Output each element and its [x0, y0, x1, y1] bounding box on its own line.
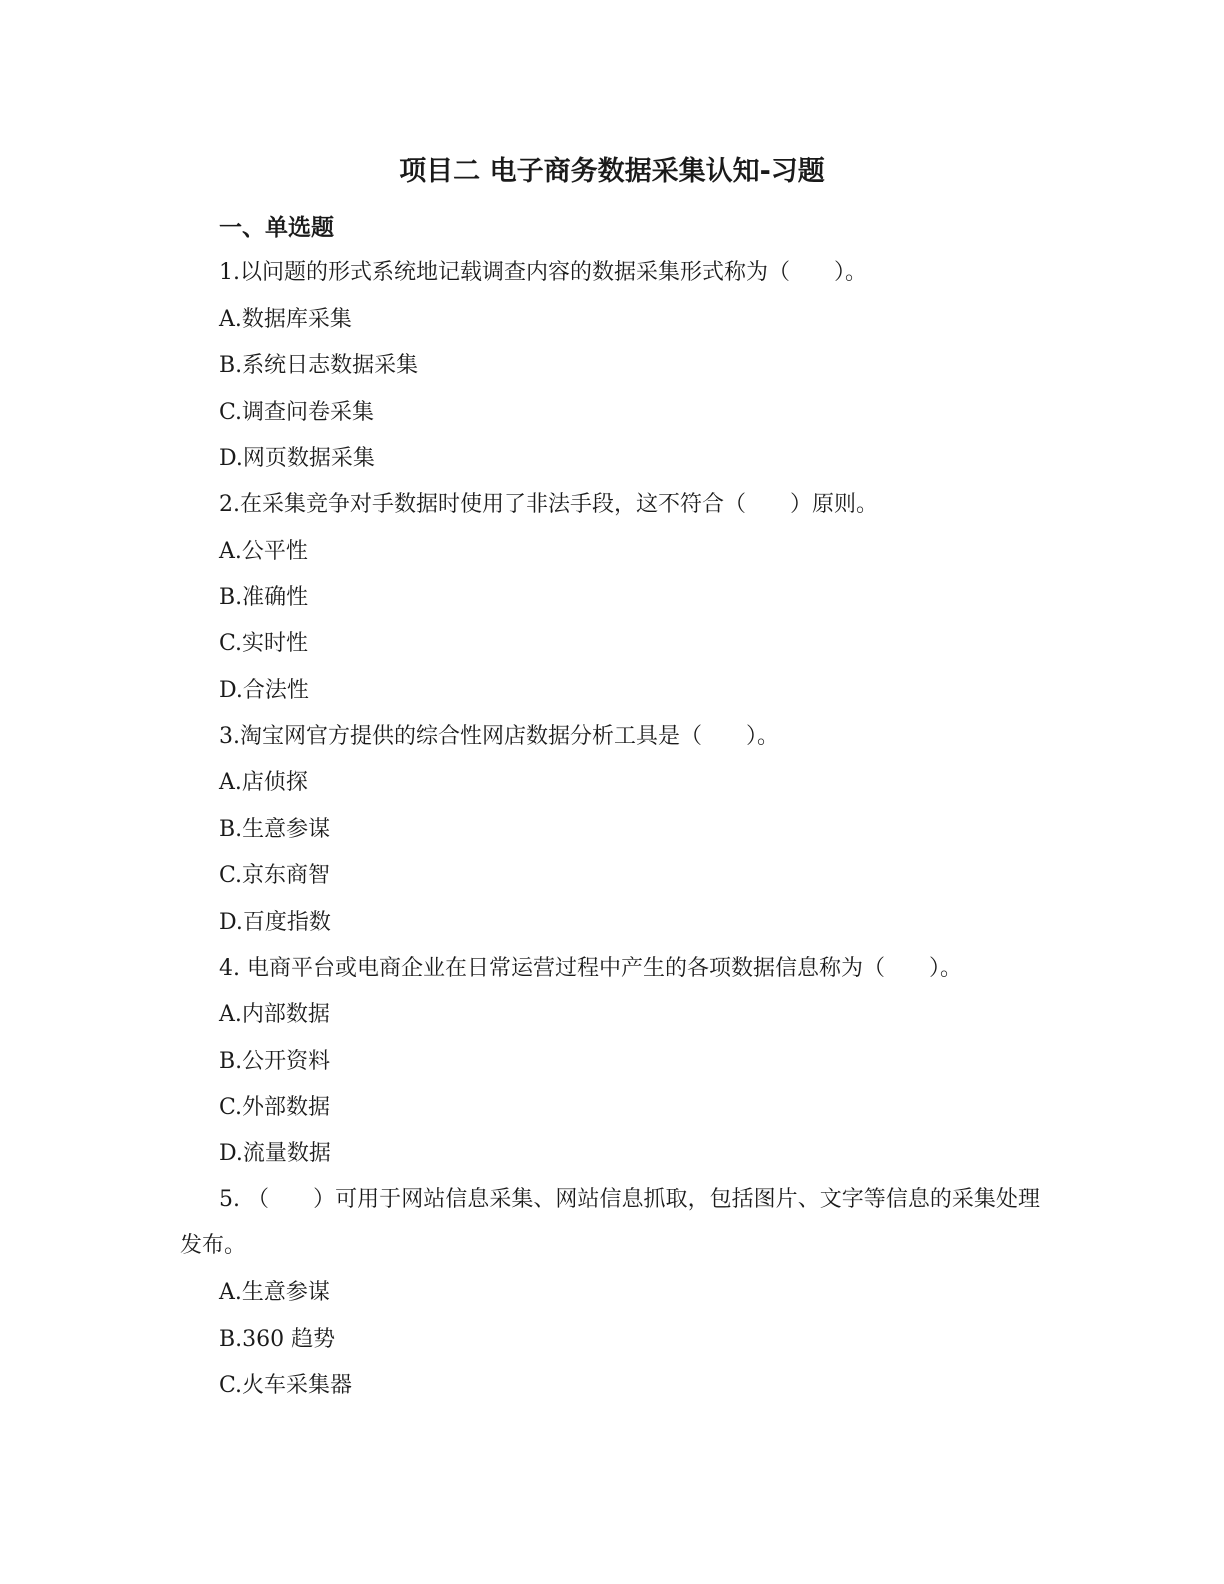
- question-2-option-c: C.实时性: [219, 631, 309, 656]
- section-heading: 一、单选题: [219, 215, 334, 241]
- question-2-option-b: B.准确性: [219, 585, 309, 610]
- question-2-option-a: A.公平性: [219, 539, 308, 564]
- question-1-option-d: D.网页数据采集: [219, 446, 375, 471]
- question-4-stem: 4. 电商平台或电商企业在日常运营过程中产生的各项数据信息称为（ ）。: [219, 956, 962, 981]
- question-5-option-a: A.生意参谋: [219, 1280, 330, 1305]
- question-1-option-a: A.数据库采集: [219, 307, 352, 332]
- question-3-option-b: B.生意参谋: [219, 817, 331, 842]
- question-1-option-c: C.调查问卷采集: [219, 400, 375, 425]
- question-1-stem: 1.以问题的形式系统地记载调查内容的数据采集形式称为（ ）。: [219, 260, 867, 285]
- question-5-option-c: C.火车采集器: [219, 1373, 353, 1398]
- question-5-option-b: B.360 趋势: [219, 1327, 336, 1352]
- question-2-option-d: D.合法性: [219, 678, 309, 703]
- question-3-option-d: D.百度指数: [219, 910, 331, 935]
- question-1-option-b: B.系统日志数据采集: [219, 353, 419, 378]
- question-3-option-a: A.店侦探: [219, 770, 308, 795]
- question-4-option-d: D.流量数据: [219, 1141, 331, 1166]
- question-5-stem: 5. （ ）可用于网站信息采集、网站信息抓取，包括图片、文字等信息的采集处理发布。: [180, 1187, 1040, 1258]
- question-3-option-c: C.京东商智: [219, 863, 331, 888]
- question-2-stem: 2.在采集竞争对手数据时使用了非法手段，这不符合（ ）原则。: [219, 492, 878, 517]
- document-title: 项目二 电子商务数据采集认知-习题: [399, 156, 825, 187]
- question-4-option-b: B.公开资料: [219, 1049, 331, 1074]
- question-4-option-a: A.内部数据: [219, 1002, 330, 1027]
- question-3-stem: 3.淘宝网官方提供的综合性网店数据分析工具是（ ）。: [219, 724, 779, 749]
- question-4-option-c: C.外部数据: [219, 1095, 331, 1120]
